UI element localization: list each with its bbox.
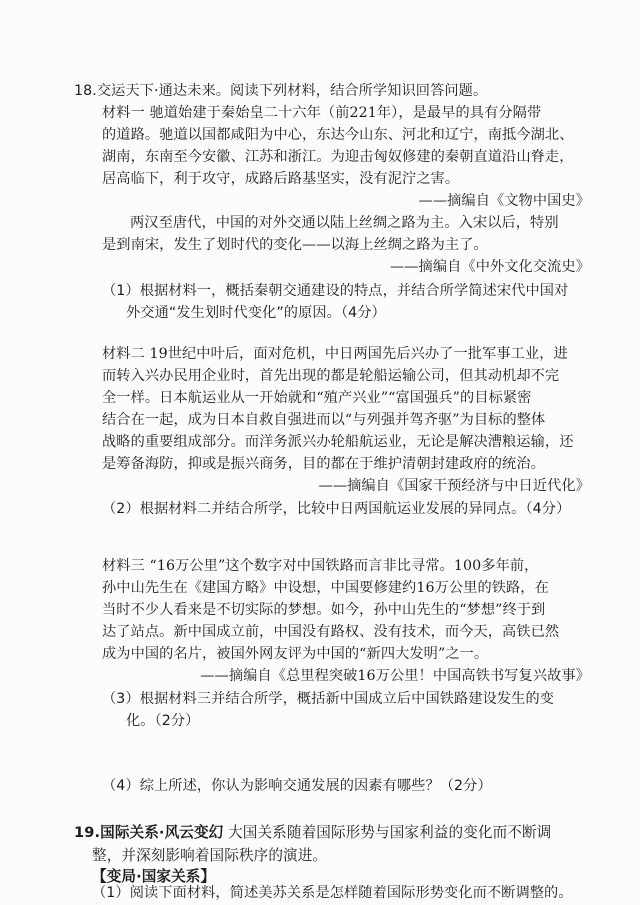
sub-question-4: （4）综上所述，你认为影响交通发展的因素有哪些？（2分） xyxy=(102,778,492,794)
sub-question-3-line-1: （3）根据材料三并结合所学，概括新中国成立后中国铁路建设发生的变 xyxy=(102,691,555,707)
material-3-line-5: 成为中国的名片，被国外网友评为中国的“新四大发明”之一。 xyxy=(102,646,489,662)
sub-question-1-line-1: （1）根据材料一，概括秦朝交通建设的特点，并结合所学简述宋代中国对 xyxy=(102,283,569,299)
question-19-intro: 大国关系随着国际形势与国家利益的变化而不断调 xyxy=(223,824,552,841)
material-1-line-1: 材料一 驰道始建于秦始皇二十六年（前221年），是最早的具有分隔带 xyxy=(102,105,542,121)
material-2-line-1: 材料二 19世纪中叶后，面对危机，中日两国先后兴办了一批军事工业，进 xyxy=(102,346,568,362)
material-2-line-5: 战略的重要组成部分。而洋务派兴办轮船航运业，无论是解决漕粮运输，还 xyxy=(102,434,574,450)
question-19-title: 19.国际关系·风云变幻 xyxy=(74,824,224,841)
question-19-sub-1: （1）阅读下面材料，简述美苏关系是怎样随着国际形势变化而不断调整的。 xyxy=(92,885,573,901)
material-3-line-2: 孙中山先生在《建国方略》中设想，中国要修建约16万公里的铁路，在 xyxy=(102,580,549,596)
material-1-line-4: 居高临下，利于攻守，成路后路基坚实，没有泥泞之害。 xyxy=(102,171,460,187)
question-18-title: 18.交运天下·通达未来。阅读下列材料，结合所学知识回答问题。 xyxy=(74,83,488,99)
material-2-line-2: 而转入兴办民用企业时，首先出现的都是轮船运输公司，但其动机却不完 xyxy=(102,368,560,384)
material-2-line-3: 全一样。日本航运业从一开始就和“殖产兴业”“富国强兵”的目标紧密 xyxy=(102,390,532,406)
material-1b-source: ——摘编自《中外文化交流史》 xyxy=(389,259,590,275)
material-3-line-4: 达了站点。新中国成立前，中国没有路权、没有技术，而今天，高铁已然 xyxy=(102,624,560,640)
material-3-source: ——摘编自《总里程突破16万公里！中国高铁书写复兴故事》 xyxy=(200,668,590,684)
material-1b-line-2: 是到南宋，发生了划时代的变化——以海上丝绸之路为主了。 xyxy=(102,237,488,253)
material-2-source: ——摘编自《国家干预经济与中日近代化》 xyxy=(318,478,590,494)
material-3-line-3: 当时不少人看来是不切实际的梦想。如今，孙中山先生的“梦想”终于到 xyxy=(102,602,546,618)
sub-question-3-line-2: 化。（2分） xyxy=(126,713,200,729)
question-19-line-2: 整，并深刻影响着国际秩序的演进。 xyxy=(92,847,328,864)
material-3-line-1: 材料三 “16万公里”这个数字对中国铁路而言非比寻常。100多年前， xyxy=(102,558,539,574)
question-19-line-1 xyxy=(74,822,551,844)
sub-question-2: （2）根据材料二并结合所学，比较中日两国航运业发展的异同点。（4分） xyxy=(102,501,571,517)
sub-question-1-line-2: 外交通“发生划时代变化”的原因。（4分） xyxy=(126,305,386,321)
material-2-line-6: 是筹备海防，抑或是振兴商务，目的都在于维护清朝封建政府的统治。 xyxy=(102,456,545,472)
material-1b-line-1: 两汉至唐代，中国的对外交通以陆上丝绸之路为主。入宋以后，特别 xyxy=(130,215,559,231)
section-heading: 【变局·国家关系】 xyxy=(92,868,216,885)
material-1-source: ——摘编自《文物中国史》 xyxy=(418,193,590,209)
material-1-line-3: 湖南，东南至今安徽、江苏和浙江。为迎击匈奴修建的秦朝直道沿山脊走， xyxy=(102,149,574,165)
material-1-line-2: 的道路。驰道以国都咸阳为中心，东达今山东、河北和辽宁，南抵今湖北、 xyxy=(102,127,574,143)
material-2-line-4: 结合在一起，成为日本自救自强进而以“与列强并驾齐驱”为目标的整体 xyxy=(102,412,546,428)
